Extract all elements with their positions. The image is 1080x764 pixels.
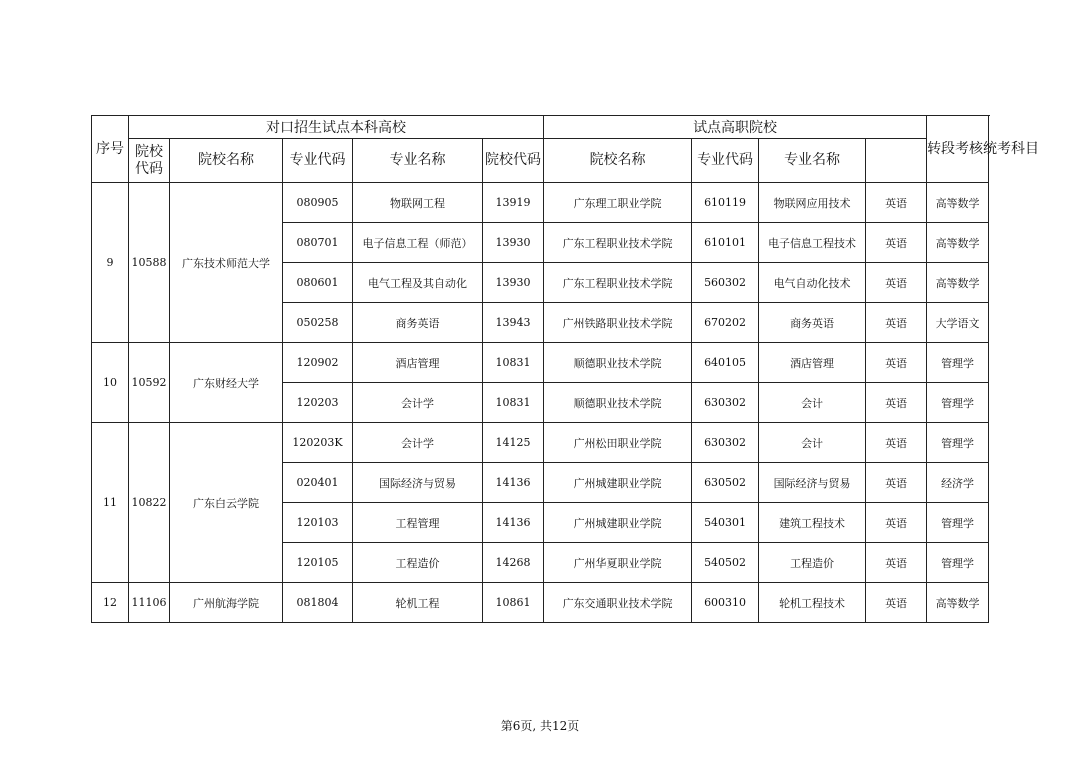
v-major-code: 610101 — [692, 223, 759, 263]
u-major-name: 国际经济与贸易 — [353, 463, 483, 503]
group-school-name: 广东白云学院 — [170, 423, 283, 583]
header-u-school-name: 院校名称 — [170, 139, 283, 183]
v-major-code: 540301 — [692, 503, 759, 543]
v-major-code: 610119 — [692, 183, 759, 223]
header-v-school-code: 院校代码 — [483, 139, 544, 183]
group-school-code: 10588 — [129, 183, 170, 343]
v-school-name: 广州铁路职业技术学院 — [544, 303, 692, 343]
v-major-code: 630302 — [692, 423, 759, 463]
v-school-code: 13930 — [483, 263, 544, 303]
v-major-name: 电子信息工程技术 — [759, 223, 866, 263]
u-major-code: 120103 — [283, 503, 353, 543]
v-school-code: 10831 — [483, 383, 544, 423]
exam-subject-2: 管理学 — [927, 543, 989, 583]
header-seq: 序号 — [92, 116, 129, 183]
u-major-name: 轮机工程 — [353, 583, 483, 623]
u-major-name: 电子信息工程（师范） — [353, 223, 483, 263]
exam-subject-1: 英语 — [866, 263, 927, 303]
exam-subject-1: 英语 — [866, 463, 927, 503]
exam-subject-2: 管理学 — [927, 383, 989, 423]
enrollment-table — [91, 115, 1040, 623]
exam-subject-1: 英语 — [866, 583, 927, 623]
v-school-name: 广东工程职业技术学院 — [544, 263, 692, 303]
u-major-code: 120203 — [283, 383, 353, 423]
group-seq: 10 — [92, 343, 129, 423]
v-major-code: 600310 — [692, 583, 759, 623]
v-major-code: 630502 — [692, 463, 759, 503]
u-major-code: 081804 — [283, 583, 353, 623]
table-row — [92, 183, 989, 223]
u-major-name: 工程管理 — [353, 503, 483, 543]
exam-subject-1: 英语 — [866, 343, 927, 383]
v-school-name: 广州松田职业学院 — [544, 423, 692, 463]
v-school-name: 广州城建职业学院 — [544, 503, 692, 543]
u-major-code: 120105 — [283, 543, 353, 583]
exam-subject-1: 英语 — [866, 503, 927, 543]
exam-subject-2: 高等数学 — [927, 263, 989, 303]
v-school-code: 14136 — [483, 503, 544, 543]
group-seq: 9 — [92, 183, 129, 343]
u-major-name: 酒店管理 — [353, 343, 483, 383]
v-school-code: 13919 — [483, 183, 544, 223]
group-seq: 12 — [92, 583, 129, 623]
exam-subject-2: 高等数学 — [927, 583, 989, 623]
v-school-name: 顺德职业技术学院 — [544, 383, 692, 423]
u-major-name: 工程造价 — [353, 543, 483, 583]
header-u-major-code: 专业代码 — [283, 139, 353, 183]
v-major-name: 商务英语 — [759, 303, 866, 343]
u-major-name: 物联网工程 — [353, 183, 483, 223]
v-major-code: 630302 — [692, 383, 759, 423]
group-school-name: 广州航海学院 — [170, 583, 283, 623]
u-major-name: 电气工程及其自动化 — [353, 263, 483, 303]
page-number: 第6页, 共12页 — [500, 719, 580, 733]
exam-subject-1: 英语 — [866, 223, 927, 263]
u-major-code: 120902 — [283, 343, 353, 383]
v-school-code: 13943 — [483, 303, 544, 343]
table-row — [92, 423, 989, 463]
header-exam-subjects: 转段考核统考科目 — [927, 116, 989, 183]
v-school-code: 14125 — [483, 423, 544, 463]
header-v-major-name: 专业名称 — [759, 139, 866, 183]
header-vocational-group: 试点高职院校 — [544, 116, 927, 139]
v-major-code: 540502 — [692, 543, 759, 583]
v-major-name: 电气自动化技术 — [759, 263, 866, 303]
header-u-school-code: 院校代码 — [129, 139, 170, 183]
v-school-name: 广州华夏职业学院 — [544, 543, 692, 583]
group-school-code: 11106 — [129, 583, 170, 623]
v-school-name: 广东交通职业技术学院 — [544, 583, 692, 623]
table-row — [92, 343, 989, 383]
v-major-name: 会计 — [759, 423, 866, 463]
v-major-name: 轮机工程技术 — [759, 583, 866, 623]
v-major-code: 640105 — [692, 343, 759, 383]
header-undergrad-group: 对口招生试点本科高校 — [129, 116, 544, 139]
v-major-name: 会计 — [759, 383, 866, 423]
exam-subject-1: 英语 — [866, 543, 927, 583]
group-school-code: 10592 — [129, 343, 170, 423]
u-major-code: 020401 — [283, 463, 353, 503]
v-school-name: 广州城建职业学院 — [544, 463, 692, 503]
exam-subject-2: 管理学 — [927, 343, 989, 383]
group-school-code: 10822 — [129, 423, 170, 583]
v-school-name: 顺德职业技术学院 — [544, 343, 692, 383]
exam-subject-2: 高等数学 — [927, 183, 989, 223]
u-major-name: 会计学 — [353, 423, 483, 463]
exam-subject-1: 英语 — [866, 303, 927, 343]
u-major-code: 120203K — [283, 423, 353, 463]
exam-subject-2: 大学语文 — [927, 303, 989, 343]
v-school-code: 10831 — [483, 343, 544, 383]
v-major-name: 物联网应用技术 — [759, 183, 866, 223]
v-major-name: 建筑工程技术 — [759, 503, 866, 543]
exam-subject-1: 英语 — [866, 423, 927, 463]
header-v-major-code: 专业代码 — [692, 139, 759, 183]
v-major-name: 国际经济与贸易 — [759, 463, 866, 503]
v-school-code: 14136 — [483, 463, 544, 503]
group-seq: 11 — [92, 423, 129, 583]
v-school-name: 广东理工职业学院 — [544, 183, 692, 223]
u-major-code: 050258 — [283, 303, 353, 343]
u-major-code: 080701 — [283, 223, 353, 263]
v-school-name: 广东工程职业技术学院 — [544, 223, 692, 263]
header-v-school-name: 院校名称 — [544, 139, 692, 183]
exam-subject-2: 管理学 — [927, 423, 989, 463]
u-major-name: 会计学 — [353, 383, 483, 423]
group-school-name: 广东财经大学 — [170, 343, 283, 423]
exam-subject-1: 英语 — [866, 383, 927, 423]
v-major-code: 560302 — [692, 263, 759, 303]
table-row — [92, 583, 989, 623]
exam-subject-1: 英语 — [866, 183, 927, 223]
u-major-name: 商务英语 — [353, 303, 483, 343]
v-major-name: 酒店管理 — [759, 343, 866, 383]
header-u-major-name: 专业名称 — [353, 139, 483, 183]
v-major-name: 工程造价 — [759, 543, 866, 583]
v-school-code: 13930 — [483, 223, 544, 263]
v-major-code: 670202 — [692, 303, 759, 343]
exam-subject-2: 经济学 — [927, 463, 989, 503]
v-school-code: 10861 — [483, 583, 544, 623]
u-major-code: 080905 — [283, 183, 353, 223]
v-school-code: 14268 — [483, 543, 544, 583]
u-major-code: 080601 — [283, 263, 353, 303]
group-school-name: 广东技术师范大学 — [170, 183, 283, 343]
exam-subject-2: 管理学 — [927, 503, 989, 543]
exam-subject-2: 高等数学 — [927, 223, 989, 263]
